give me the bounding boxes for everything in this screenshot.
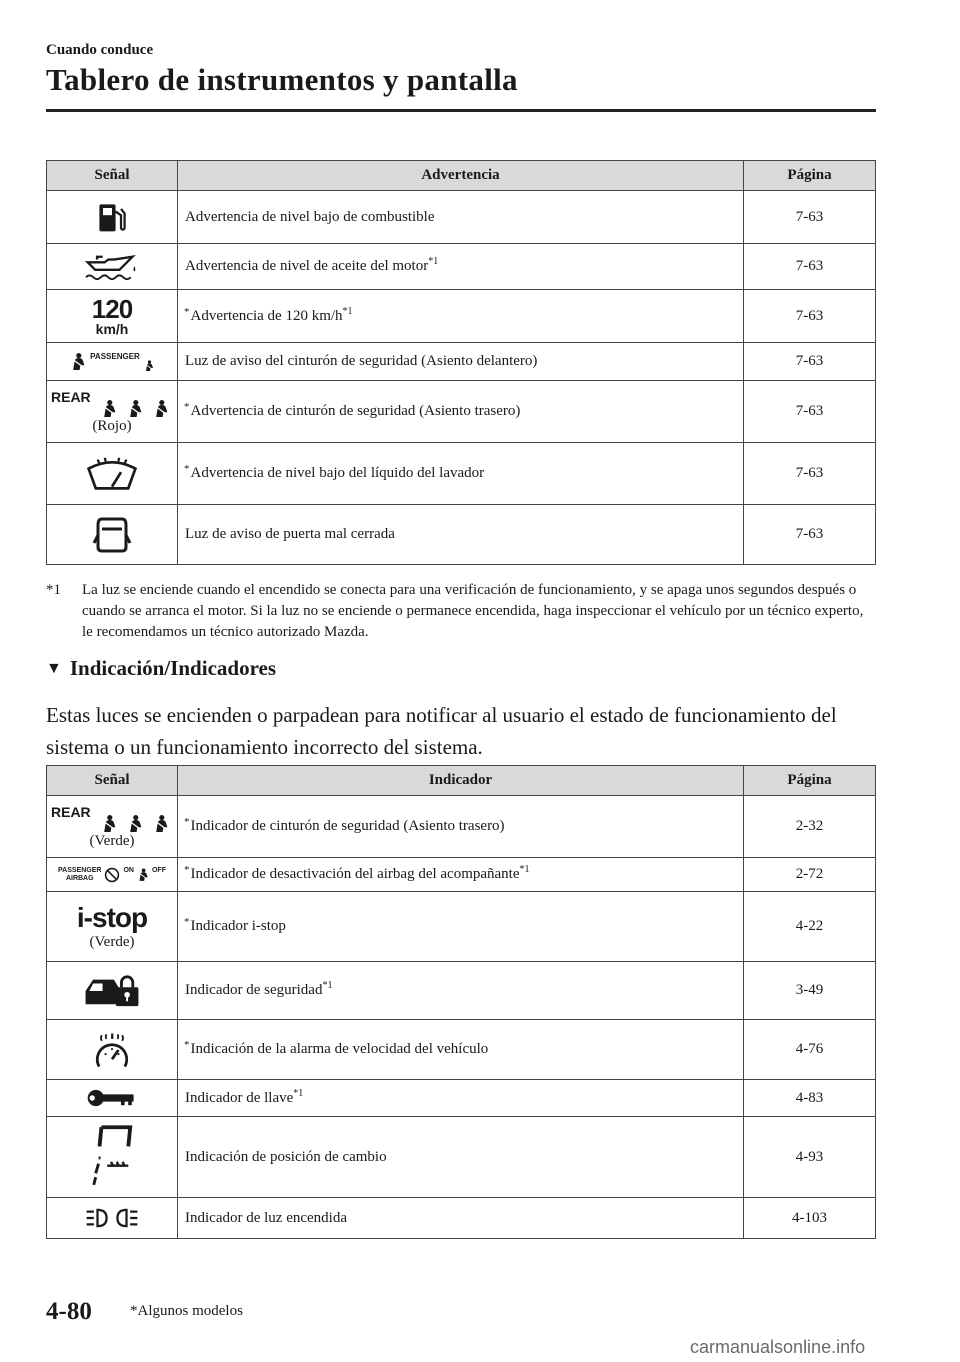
seatbelt-figure-icon	[101, 814, 117, 834]
page-ref: 4-76	[744, 1020, 876, 1080]
warning-text	[178, 343, 744, 381]
signal-cell	[47, 962, 178, 1020]
door-open-icon	[92, 513, 132, 557]
icon-caption: (Rojo)	[92, 417, 132, 434]
warning-text	[178, 505, 744, 565]
signal-cell	[47, 191, 178, 244]
table-row	[47, 892, 876, 962]
page-number: 4-80	[46, 1298, 92, 1325]
row-sup: *1	[342, 305, 353, 317]
washer-fluid-icon	[85, 456, 139, 492]
row-star: *	[184, 463, 190, 475]
footnote	[46, 580, 876, 643]
row-star: *	[184, 401, 190, 413]
row-text: Advertencia de nivel de aceite del motor	[185, 258, 429, 274]
passenger-airbag-icon	[53, 867, 171, 883]
table-row	[47, 1020, 876, 1080]
table-row	[47, 381, 876, 443]
seatbelt-figure-icon	[137, 868, 149, 882]
signal-cell	[47, 858, 178, 892]
subsection-title: Indicación/Indicadores	[69, 656, 276, 680]
triangle-down-icon: ▼	[46, 660, 62, 677]
airbag-on-label: ON	[123, 866, 134, 874]
row-text: Luz de aviso del cinturón de seguridad (Asiento delantero)	[185, 353, 538, 369]
table-row	[47, 796, 876, 858]
airbag-off-ring-icon	[104, 867, 120, 883]
page-ref: 7-63	[744, 343, 876, 381]
airbag-passenger-label: PASSENGER	[58, 866, 102, 874]
row-text: Indicador de seguridad	[185, 982, 323, 998]
speed-120-icon	[53, 296, 171, 336]
icon-caption: (Verde)	[89, 832, 135, 849]
col-header-signal: Señal	[47, 161, 178, 191]
speed-unit: km/h	[95, 321, 129, 337]
row-text: Indicador de desactivación del airbag del acompañante	[190, 866, 520, 882]
indicator-text	[178, 892, 744, 962]
seatbelt-figure-icon	[153, 399, 169, 419]
fuel-pump-icon	[94, 199, 130, 235]
table-row	[47, 1080, 876, 1117]
col-header-indicator: Indicador	[178, 766, 744, 796]
page-ref: 2-72	[744, 858, 876, 892]
airbag-off-label: OFF	[151, 866, 166, 874]
passenger-seatbelt-icon	[53, 352, 171, 372]
speed-number: 120	[91, 294, 133, 324]
page-ref: 4-93	[744, 1117, 876, 1198]
subsection-body: Estas luces se encienden o parpadean para notificar al usuario el estado de funcionamiento del sistema o un funcionamiento incorrecto del sistema.	[46, 703, 837, 759]
row-sup: *1	[322, 980, 333, 991]
indicator-text	[178, 1080, 744, 1117]
rear-label: REAR	[51, 388, 91, 405]
page-ref: 7-63	[744, 191, 876, 244]
rear-seatbelt-icon	[53, 804, 171, 832]
signal-cell	[47, 381, 178, 443]
row-sup: *1	[519, 864, 530, 875]
indicator-text	[178, 1198, 744, 1239]
warning-text	[178, 381, 744, 443]
seatbelt-figure-icon	[127, 814, 143, 834]
section-label: Cuando conduce	[46, 42, 154, 58]
row-text: Advertencia de nivel bajo de combustible	[185, 208, 435, 225]
page-ref: 4-83	[744, 1080, 876, 1117]
page-ref: 7-63	[744, 381, 876, 443]
page-title: Tablero de instrumentos y pantalla	[46, 62, 518, 97]
table-row	[47, 191, 876, 244]
footnote-text: La luz se enciende cuando el encendido se conecta para una verificación de funcionamiento, y se apaga unos segundos después o cuando se arranca el motor. Si la luz no se enciende o permanece encendida, haga inspeccionar el vehículo por un técnico experto, le recomendamos un técnico autorizado Mazda.	[82, 582, 864, 640]
row-text: Indicador de cinturón de seguridad (Asiento trasero)	[190, 818, 505, 834]
page-ref: 7-63	[744, 290, 876, 343]
rear-label: REAR	[51, 803, 91, 820]
seatbelt-figure-icon	[153, 814, 169, 834]
page-ref: 3-49	[744, 962, 876, 1020]
col-header-page: Página	[744, 766, 876, 796]
page-ref: 7-63	[744, 505, 876, 565]
seatbelt-figure-small-icon	[144, 360, 154, 372]
col-header-page: Página	[744, 161, 876, 191]
row-text: Indicación de la alarma de velocidad del vehículo	[190, 1041, 489, 1057]
row-sup: *1	[428, 256, 439, 267]
table-row	[47, 1117, 876, 1198]
footer-note: *Algunos modelos	[130, 1303, 243, 1319]
key-icon	[85, 1087, 139, 1109]
seatbelt-figure-icon	[127, 399, 143, 419]
oil-can-icon	[84, 253, 140, 281]
col-header-warning: Advertencia	[178, 161, 744, 191]
signal-cell	[47, 290, 178, 343]
speed-alarm-icon	[89, 1029, 135, 1071]
row-text: Indicador de luz encendida	[185, 1209, 348, 1226]
signal-cell	[47, 443, 178, 505]
table-row	[47, 343, 876, 381]
security-icon	[81, 974, 143, 1008]
col-header-signal: Señal	[47, 766, 178, 796]
footnote-mark: *1	[46, 582, 61, 598]
warning-text	[178, 191, 744, 244]
table-row	[47, 244, 876, 290]
signal-cell	[47, 1080, 178, 1117]
warning-text	[178, 244, 744, 290]
page-ref: 4-22	[744, 892, 876, 962]
table-row	[47, 443, 876, 505]
icon-caption: (Verde)	[89, 933, 135, 950]
seatbelt-figure-icon	[70, 352, 86, 372]
row-star: *	[184, 305, 190, 318]
indicator-text	[178, 962, 744, 1020]
signal-cell	[47, 796, 178, 858]
table-row	[47, 290, 876, 343]
indicator-table	[46, 765, 876, 1239]
page-ref: 4-103	[744, 1198, 876, 1239]
row-star: *	[184, 1039, 190, 1051]
row-text: Advertencia de nivel bajo del líquido del lavador	[190, 465, 485, 481]
signal-cell	[47, 1020, 178, 1080]
row-text: Indicador de llave	[185, 1089, 294, 1106]
subsection-heading	[46, 656, 276, 681]
page-ref: 7-63	[744, 244, 876, 290]
signal-cell	[47, 343, 178, 381]
page-ref: 2-32	[744, 796, 876, 858]
table-row	[47, 962, 876, 1020]
title-rule	[46, 109, 876, 112]
indicator-text	[178, 796, 744, 858]
signal-cell	[47, 1198, 178, 1239]
rear-seatbelt-icon	[53, 389, 171, 417]
warning-table	[46, 160, 876, 565]
signal-cell	[47, 505, 178, 565]
watermark: carmanualsonline.info	[690, 1337, 866, 1357]
light-on-icon	[83, 1207, 141, 1229]
shift-position-icon	[88, 1123, 136, 1191]
row-text: Advertencia de cinturón de seguridad (Asiento trasero)	[190, 403, 521, 419]
row-text: Advertencia de 120 km/h	[190, 307, 343, 324]
indicator-text	[178, 1020, 744, 1080]
page-ref: 7-63	[744, 443, 876, 505]
row-text: Luz de aviso de puerta mal cerrada	[185, 526, 395, 542]
row-star: *	[184, 916, 190, 928]
table-row	[47, 858, 876, 892]
signal-cell	[47, 244, 178, 290]
row-sup: *1	[293, 1087, 304, 1099]
warning-text	[178, 443, 744, 505]
row-text: Indicación de posición de cambio	[185, 1148, 387, 1165]
table-row	[47, 505, 876, 565]
row-star: *	[184, 816, 190, 828]
passenger-label: PASSENGER	[90, 351, 140, 361]
airbag-airbag-label: AIRBAG	[65, 874, 94, 882]
indicator-text	[178, 1117, 744, 1198]
signal-cell	[47, 1117, 178, 1198]
row-text: Indicador i-stop	[190, 918, 286, 934]
signal-cell	[47, 892, 178, 962]
warning-text	[178, 290, 744, 343]
i-stop-icon: i-stop	[76, 901, 148, 933]
seatbelt-figure-icon	[101, 399, 117, 419]
indicator-text	[178, 858, 744, 892]
table-row	[47, 1198, 876, 1239]
row-star: *	[184, 864, 190, 876]
